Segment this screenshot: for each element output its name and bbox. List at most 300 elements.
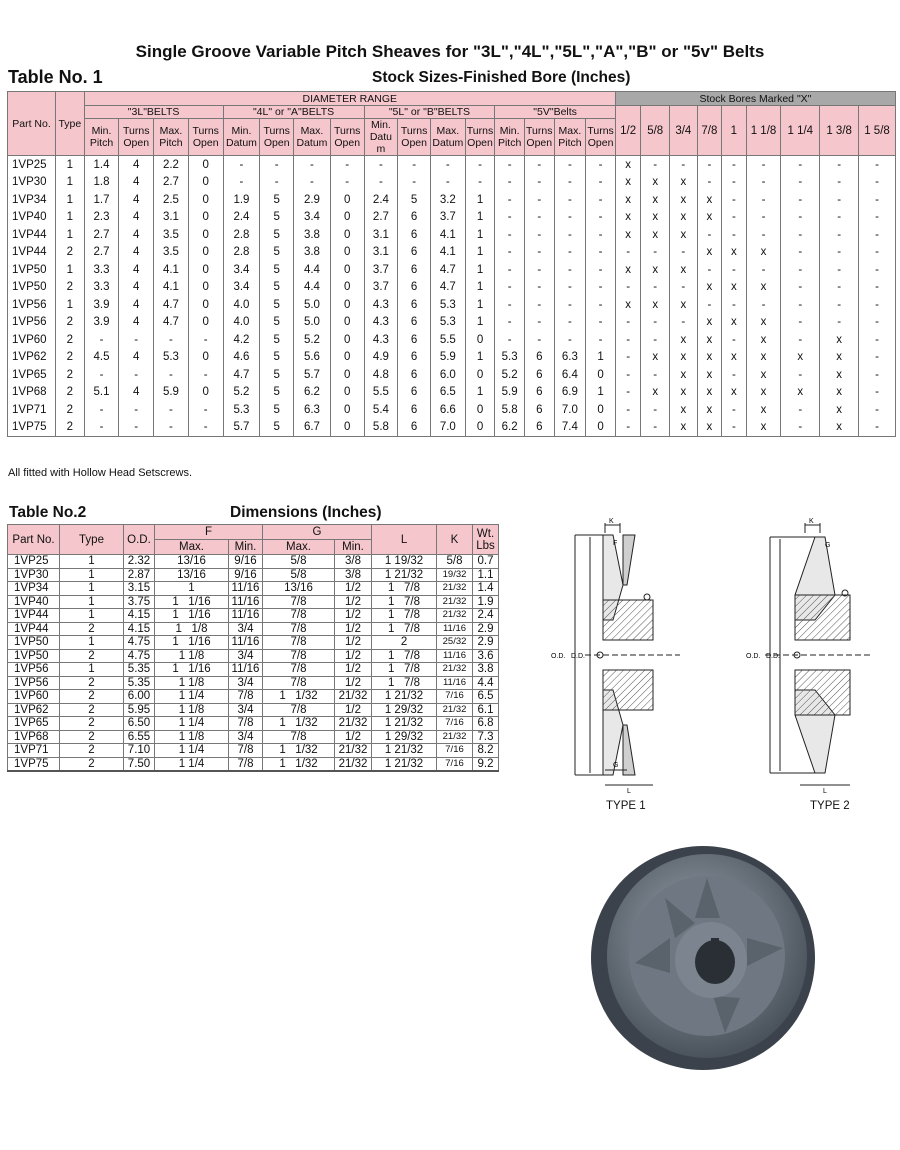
table-cell: - (524, 174, 554, 192)
table-cell: - (859, 156, 896, 174)
table-row (8, 582, 499, 596)
table-cell: 1 (586, 384, 616, 402)
table-cell: - (524, 261, 554, 279)
table-cell: 7/16 (437, 717, 473, 731)
table-cell: - (641, 331, 670, 349)
bore-size-header: 7/8 (697, 106, 722, 156)
table-cell: 5.6 (294, 349, 331, 367)
table-cell: x (615, 156, 641, 174)
table-cell: - (586, 261, 616, 279)
table-cell: 6.2 (294, 384, 331, 402)
table-cell: 4.4 (294, 279, 331, 297)
table-cell: - (859, 296, 896, 314)
table-cell: 0 (188, 384, 223, 402)
table-cell: x (670, 226, 698, 244)
table-cell: 6 (398, 331, 431, 349)
table-cell: - (781, 296, 820, 314)
table-cell: 5 (260, 279, 294, 297)
table-cell: 1 (60, 609, 124, 623)
table-cell: - (820, 209, 859, 227)
table-cell: 0 (465, 401, 495, 419)
table-cell: x (641, 349, 670, 367)
table-cell: 11/16 (229, 663, 263, 677)
table-cell: 1 7/8 (372, 609, 437, 623)
part-no-cell: 1VP50 (8, 261, 56, 279)
table-cell: 2 (56, 384, 85, 402)
table-cell: 5 (260, 419, 294, 437)
table-cell: - (722, 261, 747, 279)
table-cell: 0 (330, 366, 364, 384)
table-cell: 0 (188, 209, 223, 227)
table-cell: - (781, 331, 820, 349)
table-cell: 1.9 (223, 191, 260, 209)
table-cell: 3.1 (364, 244, 398, 262)
type1-k-label: K (609, 518, 614, 525)
table-cell: - (495, 296, 525, 314)
table-cell: x (820, 419, 859, 437)
table-cell: 2.8 (223, 226, 260, 244)
table-cell: 21/32 (437, 703, 473, 717)
table-cell: 0 (586, 401, 616, 419)
table-cell: 4.1 (430, 244, 465, 262)
table-cell: - (495, 209, 525, 227)
table-cell: 6 (398, 314, 431, 332)
table-cell: x (746, 366, 781, 384)
table-cell: - (586, 296, 616, 314)
table-cell: x (697, 384, 722, 402)
table-cell: x (670, 401, 698, 419)
table-cell: 1 1/16 (155, 609, 229, 623)
table-cell: 4 (119, 174, 154, 192)
table-cell: 1 21/32 (372, 568, 437, 582)
table-cell: 6 (398, 419, 431, 437)
table-cell: x (697, 366, 722, 384)
table-row (8, 401, 896, 419)
table-cell: - (188, 331, 223, 349)
table-cell: 1/2 (335, 730, 372, 744)
table-cell: - (586, 191, 616, 209)
table-cell: x (746, 384, 781, 402)
part-no-cell: 1VP40 (8, 209, 56, 227)
table-cell: - (615, 244, 641, 262)
table-cell: - (554, 156, 586, 174)
table-cell: 6.00 (124, 690, 155, 704)
table-cell: 5.2 (495, 366, 525, 384)
table-cell: 7/8 (263, 676, 335, 690)
table-cell: x (670, 191, 698, 209)
table-row (8, 349, 896, 367)
table-cell: - (859, 244, 896, 262)
table-cell: 6.3 (554, 349, 586, 367)
table-cell: x (746, 419, 781, 437)
table-cell: 1.4 (473, 582, 499, 596)
table-cell: - (554, 174, 586, 192)
table-cell: - (859, 349, 896, 367)
table-cell: 4.0 (223, 296, 260, 314)
table-cell: 11/16 (437, 649, 473, 663)
table-cell: 5.35 (124, 676, 155, 690)
table-cell: 5.9 (154, 384, 189, 402)
table1-subtitle: Stock Sizes-Finished Bore (Inches) (372, 69, 631, 86)
sheave-photo (575, 838, 825, 1078)
table-cell: - (781, 174, 820, 192)
table-cell: 6 (524, 401, 554, 419)
table-cell: 1/2 (335, 703, 372, 717)
part-no-cell: 1VP44 (8, 622, 60, 636)
table-cell: 4 (119, 226, 154, 244)
table-row (8, 568, 499, 582)
table-cell: 0 (330, 314, 364, 332)
table-row (8, 209, 896, 227)
bore-size-header: 1 1/8 (746, 106, 781, 156)
table-cell: 4.8 (364, 366, 398, 384)
table-cell: - (615, 331, 641, 349)
table-cell: 2.4 (223, 209, 260, 227)
table-cell: - (524, 296, 554, 314)
table-row (8, 296, 896, 314)
table-cell: 4 (119, 384, 154, 402)
table-cell: 3/8 (335, 568, 372, 582)
table-cell: 5.3 (495, 349, 525, 367)
table-cell: x (670, 366, 698, 384)
table-cell: 2.7 (154, 174, 189, 192)
table-cell: - (781, 156, 820, 174)
setscrew-note: All fitted with Hollow Head Setscrews. (8, 467, 193, 479)
part-no-header: Part No. (8, 525, 60, 555)
table-cell: 3/4 (229, 622, 263, 636)
table-cell: 5.5 (430, 331, 465, 349)
table-cell: 3.1 (364, 226, 398, 244)
type2-dd-label: D.D. (766, 653, 780, 660)
table-cell: - (641, 244, 670, 262)
table-cell: - (722, 209, 747, 227)
table-cell: - (524, 209, 554, 227)
table-cell: x (641, 384, 670, 402)
stock-bores-header: Stock Bores Marked "X" (615, 92, 895, 106)
table-cell: - (859, 331, 896, 349)
table-cell: 4.7 (430, 279, 465, 297)
table-cell: 0 (188, 296, 223, 314)
table-cell: - (524, 226, 554, 244)
table-cell: 4.1 (154, 261, 189, 279)
table-cell: 2 (60, 744, 124, 758)
table-cell: 6.2 (495, 419, 525, 437)
type1-od-label: O.D. (551, 653, 566, 660)
table-cell: - (554, 331, 586, 349)
bore-size-header: 1/2 (615, 106, 641, 156)
table-cell: x (746, 314, 781, 332)
table-cell: 2 (60, 622, 124, 636)
table-cell: 7/16 (437, 690, 473, 704)
table-cell: 5.3 (223, 401, 260, 419)
table-cell: x (746, 279, 781, 297)
table-cell: 3.5 (154, 226, 189, 244)
table-cell: x (697, 279, 722, 297)
table-cell: 2 (60, 690, 124, 704)
type1-dd-label: D.D. (571, 653, 585, 660)
table-cell: - (781, 366, 820, 384)
table-cell: 1 (465, 314, 495, 332)
table-cell: x (641, 296, 670, 314)
table-cell: x (615, 174, 641, 192)
table-cell: 4 (119, 349, 154, 367)
table-cell: - (746, 226, 781, 244)
page-title: Single Groove Variable Pitch Sheaves for "3L","4L","5L","A","B" or "5v" Belts (135, 42, 765, 61)
table-cell: 2 (60, 649, 124, 663)
diameter-subheader: Turns Open (465, 119, 495, 156)
table-cell: - (859, 191, 896, 209)
table-cell: 2 (60, 676, 124, 690)
table-cell: - (820, 226, 859, 244)
table-cell: 6 (524, 419, 554, 437)
table-cell: 3/4 (229, 703, 263, 717)
stock-sizes-table (7, 91, 896, 437)
table-cell: 1 (465, 349, 495, 367)
max-subheader: Max. (155, 540, 229, 555)
belt-group-header: "3L"BELTS (84, 106, 223, 119)
table-cell: - (586, 244, 616, 262)
table-cell: 7/8 (263, 595, 335, 609)
table-cell: 1 7/8 (372, 649, 437, 663)
table-cell: - (465, 174, 495, 192)
table-cell: - (524, 156, 554, 174)
bore-size-header: 1 1/4 (781, 106, 820, 156)
table-cell: 1 (465, 226, 495, 244)
table-cell: 0 (330, 331, 364, 349)
table-cell: 3.3 (84, 279, 119, 297)
bore-size-header: 3/4 (670, 106, 698, 156)
table-cell: 21/32 (437, 663, 473, 677)
table-cell: 6.7 (294, 419, 331, 437)
table-cell: 21/32 (437, 595, 473, 609)
table-cell: 0 (330, 209, 364, 227)
table-cell: 1 (465, 244, 495, 262)
table-cell: - (615, 279, 641, 297)
table-cell: x (746, 331, 781, 349)
diameter-subheader: Max. Pitch (154, 119, 189, 156)
table-cell: 1 21/32 (372, 717, 437, 731)
table-cell: x (722, 384, 747, 402)
table-cell: 1 (465, 191, 495, 209)
table-cell: - (524, 331, 554, 349)
type2-g-label: G (825, 542, 831, 549)
table-cell: 1 (60, 663, 124, 677)
belt-group-header: "5L" or "B"BELTS (364, 106, 495, 119)
table-cell: 1 1/32 (263, 757, 335, 771)
table2-subtitle: Dimensions (Inches) (230, 504, 382, 521)
table-cell: - (859, 226, 896, 244)
type1-g-label: G (613, 762, 619, 769)
table-row (8, 226, 896, 244)
part-no-cell: 1VP30 (8, 174, 56, 192)
table-cell: x (641, 226, 670, 244)
table-cell: 2.2 (154, 156, 189, 174)
part-no-cell: 1VP50 (8, 279, 56, 297)
table-cell: 4.7 (154, 314, 189, 332)
table-cell: 6 (398, 261, 431, 279)
table-cell: 6.55 (124, 730, 155, 744)
table-cell: - (554, 296, 586, 314)
part-no-cell: 1VP60 (8, 690, 60, 704)
table-cell: 0 (330, 191, 364, 209)
table-cell: x (615, 261, 641, 279)
table-cell: - (615, 419, 641, 437)
table-cell: 3.8 (294, 226, 331, 244)
diameter-subheader: Max. Datum (430, 119, 465, 156)
table-cell: 19/32 (437, 568, 473, 582)
table-cell: - (859, 366, 896, 384)
table-cell: - (820, 244, 859, 262)
table-cell: 1 1/8 (155, 703, 229, 717)
part-no-cell: 1VP44 (8, 226, 56, 244)
table-cell: 0 (465, 366, 495, 384)
table-cell: 6 (524, 384, 554, 402)
table-cell: - (781, 314, 820, 332)
table-cell: 0 (330, 244, 364, 262)
table-cell: 3.4 (223, 279, 260, 297)
table-row (8, 366, 896, 384)
part-no-cell: 1VP65 (8, 366, 56, 384)
table-cell: 2.9 (473, 622, 499, 636)
table-cell: 7/8 (263, 703, 335, 717)
table-cell: 2.4 (473, 609, 499, 623)
table-cell: 1/2 (335, 622, 372, 636)
table-cell: 1 1/4 (155, 757, 229, 771)
table-cell: 3.8 (294, 244, 331, 262)
table-row (8, 703, 499, 717)
table2-header-row (8, 525, 499, 540)
table-cell: - (554, 279, 586, 297)
table-cell: 1 21/32 (372, 690, 437, 704)
table-cell: 1 19/32 (372, 555, 437, 569)
table-cell: 1/2 (335, 595, 372, 609)
type1-sheave-diagram (545, 515, 685, 795)
table-cell: 5 (398, 191, 431, 209)
table-cell: - (524, 244, 554, 262)
table-cell: - (722, 366, 747, 384)
table-cell: 6 (398, 401, 431, 419)
table-cell: - (859, 401, 896, 419)
table-cell: 7/16 (437, 757, 473, 771)
table-cell: 5.2 (223, 384, 260, 402)
table-cell: 1 1/32 (263, 717, 335, 731)
diameter-subheader: Turns Open (188, 119, 223, 156)
table-cell: 0 (188, 261, 223, 279)
table-row (8, 191, 896, 209)
table-cell: 4.5 (84, 349, 119, 367)
diameter-subheader: Turns Open (119, 119, 154, 156)
table-cell: 21/32 (335, 744, 372, 758)
table-cell: 4.3 (364, 296, 398, 314)
table-cell: 11/16 (437, 622, 473, 636)
table-cell: 7/8 (229, 744, 263, 758)
table-cell: - (859, 209, 896, 227)
table-cell: 6 (524, 349, 554, 367)
table-cell: 1.8 (84, 174, 119, 192)
part-no-cell: 1VP75 (8, 757, 60, 771)
table-cell: 5 (260, 314, 294, 332)
table-cell: 4.3 (364, 314, 398, 332)
table-cell: 7/8 (263, 622, 335, 636)
part-no-cell: 1VP56 (8, 314, 56, 332)
part-no-cell: 1VP34 (8, 582, 60, 596)
table-cell: 4.75 (124, 649, 155, 663)
table-cell: - (586, 209, 616, 227)
table-cell: 0 (330, 349, 364, 367)
od-header: O.D. (124, 525, 155, 555)
table-cell: x (697, 314, 722, 332)
table-cell: - (495, 174, 525, 192)
table-cell: 4.1 (430, 226, 465, 244)
table-cell: - (430, 156, 465, 174)
table-cell: x (697, 331, 722, 349)
table-cell: 3.9 (84, 296, 119, 314)
table-cell: 1 (586, 349, 616, 367)
table-cell: x (722, 244, 747, 262)
table-cell: - (84, 401, 119, 419)
table-cell: 3/8 (335, 555, 372, 569)
diameter-subheader: Turns Open (330, 119, 364, 156)
table-cell: 1 (60, 555, 124, 569)
table-cell: 7/8 (263, 663, 335, 677)
table-cell: - (260, 156, 294, 174)
table-cell: 0 (330, 226, 364, 244)
table-cell: - (119, 401, 154, 419)
table-cell: 5.9 (495, 384, 525, 402)
table-cell: 2.7 (364, 209, 398, 227)
table-cell: x (670, 261, 698, 279)
table-cell: - (859, 384, 896, 402)
table-row (8, 622, 499, 636)
table-cell: x (820, 331, 859, 349)
part-no-cell: 1VP50 (8, 649, 60, 663)
table-cell: x (697, 419, 722, 437)
table-cell: - (859, 174, 896, 192)
table-cell: x (781, 384, 820, 402)
table-row (8, 555, 499, 569)
table-cell: 5.3 (154, 349, 189, 367)
table-cell: 6 (398, 279, 431, 297)
table-cell: 4.15 (124, 609, 155, 623)
table-cell: x (670, 349, 698, 367)
type2-l-label: L (823, 788, 827, 795)
table-cell: - (820, 296, 859, 314)
table-cell: 6 (398, 296, 431, 314)
table-cell: x (746, 349, 781, 367)
table-cell: 1 1/8 (155, 676, 229, 690)
table-cell: 6 (398, 209, 431, 227)
table-cell: 1 (56, 191, 85, 209)
table-cell: - (670, 314, 698, 332)
table-cell: 1.9 (473, 595, 499, 609)
table-cell: - (586, 156, 616, 174)
belt-group-header: "5V"Belts (495, 106, 616, 119)
table-cell: - (670, 156, 698, 174)
type-header: Type (56, 92, 85, 156)
table-cell: 2.8 (223, 244, 260, 262)
table-cell: 5.7 (223, 419, 260, 437)
table-cell: - (859, 419, 896, 437)
table-cell: 4.3 (364, 331, 398, 349)
table-cell: 8.2 (473, 744, 499, 758)
diameter-subheader: Turns Open (398, 119, 431, 156)
table-cell: 4 (119, 314, 154, 332)
table-cell: 1 1/4 (155, 744, 229, 758)
table-cell: 4 (119, 244, 154, 262)
table-cell: 0 (188, 174, 223, 192)
table-cell: x (820, 349, 859, 367)
part-no-cell: 1VP62 (8, 349, 56, 367)
